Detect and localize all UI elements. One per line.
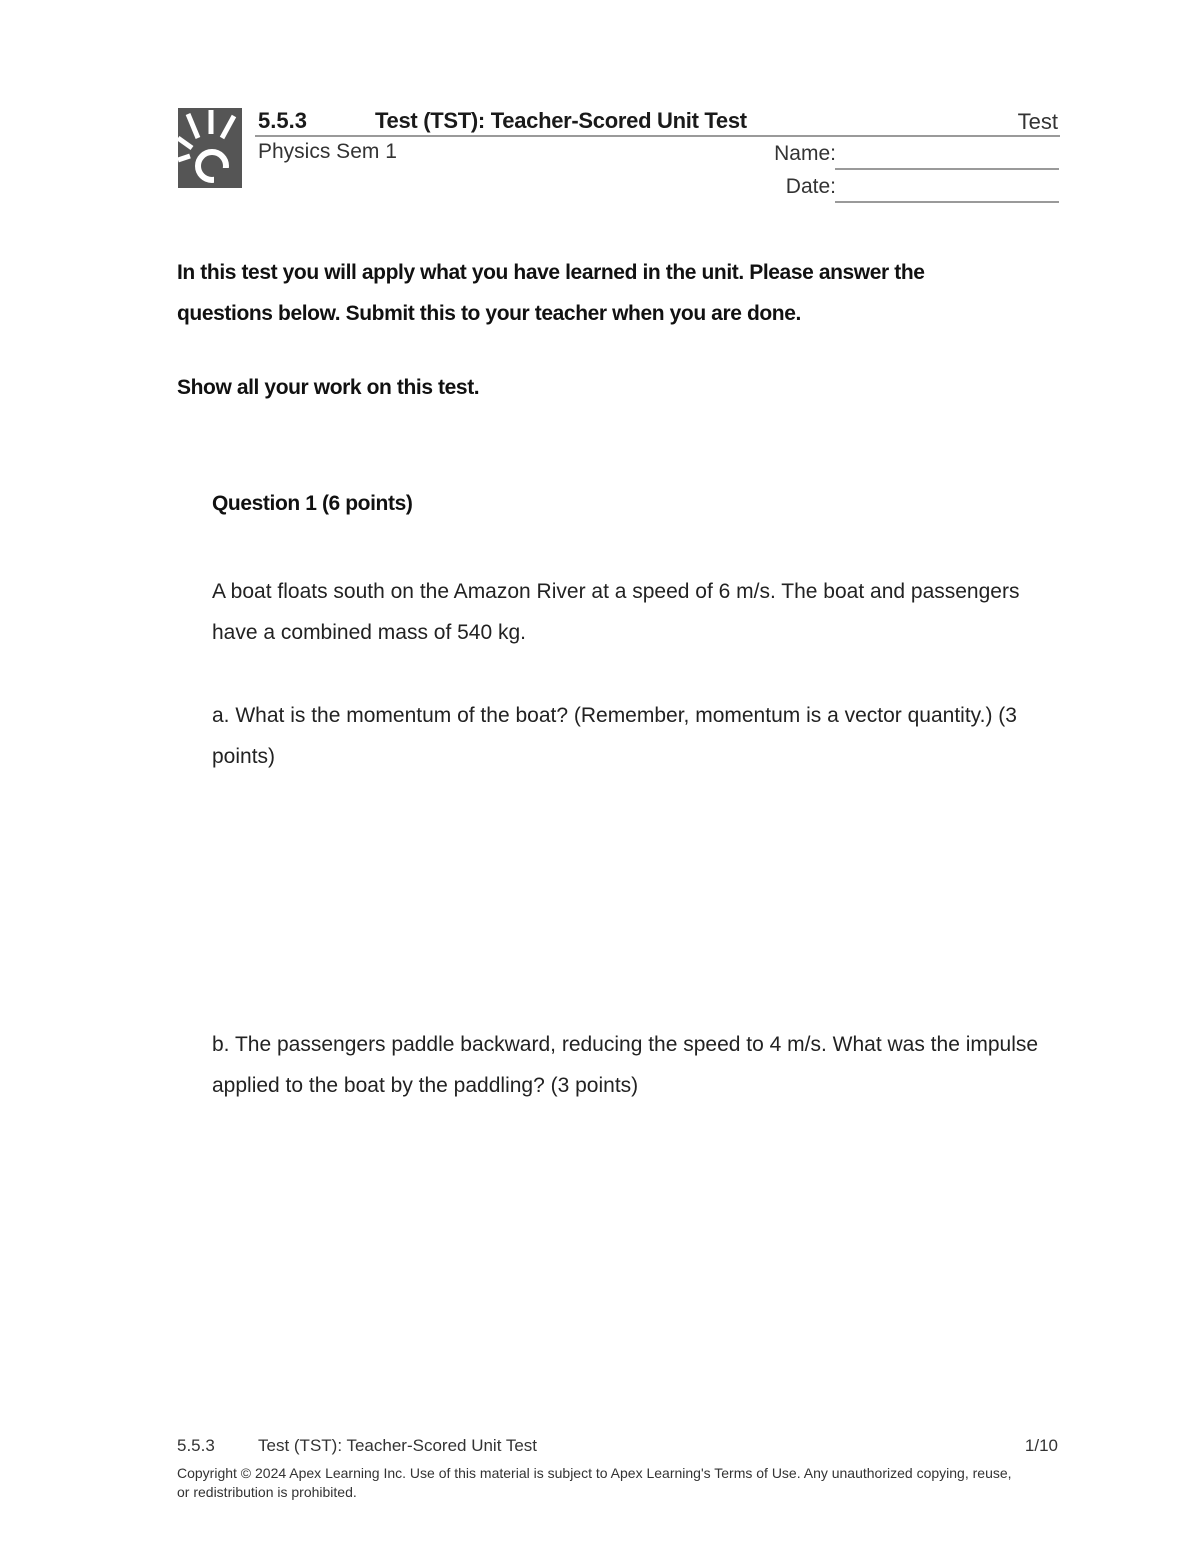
footer-test-title: Test (TST): Teacher-Scored Unit Test (258, 1436, 538, 1455)
apex-learning-logo-icon (178, 108, 242, 188)
date-field-line[interactable] (835, 201, 1059, 203)
intro-instructions: In this test you will apply what you have learned in the unit. Please answer the questions below. Submit this to your teacher when you are done. (177, 261, 925, 325)
header-divider (255, 135, 1060, 137)
footer-page-number: 1/10 (1024, 1436, 1058, 1455)
header-test-kind: Test (1017, 109, 1058, 134)
footer-copyright: Copyright © 2024 Apex Learning Inc. Use of this material is subject to Apex Learning's Terms of Use. Any unauthorized copying, reuse, or redistribution is prohibited. (177, 1465, 1012, 1500)
name-label: Name: (774, 142, 836, 165)
footer-section-code: 5.5.3 (177, 1436, 215, 1455)
header-course-name: Physics Sem 1 (258, 140, 397, 163)
question-part-b: b. The passengers paddle backward, reducing the speed to 4 m/s. What was the impulse applied to the boat by the paddling? (3 points) (212, 1033, 1039, 1097)
show-work-instruction: Show all your work on this test. (177, 376, 480, 399)
name-field-line[interactable] (835, 168, 1059, 170)
header-section-code: 5.5.3 (258, 108, 307, 133)
header-test-title: Test (TST): Teacher-Scored Unit Test (375, 108, 747, 133)
question-part-a: a. What is the momentum of the boat? (Remember, momentum is a vector quantity.) (3 points) (212, 704, 1017, 768)
question-prompt: A boat floats south on the Amazon River at a speed of 6 m/s. The boat and passengers have a combined mass of 540 kg. (212, 580, 1020, 644)
question-heading: Question 1 (6 points) (212, 492, 413, 515)
date-label: Date: (785, 175, 836, 198)
